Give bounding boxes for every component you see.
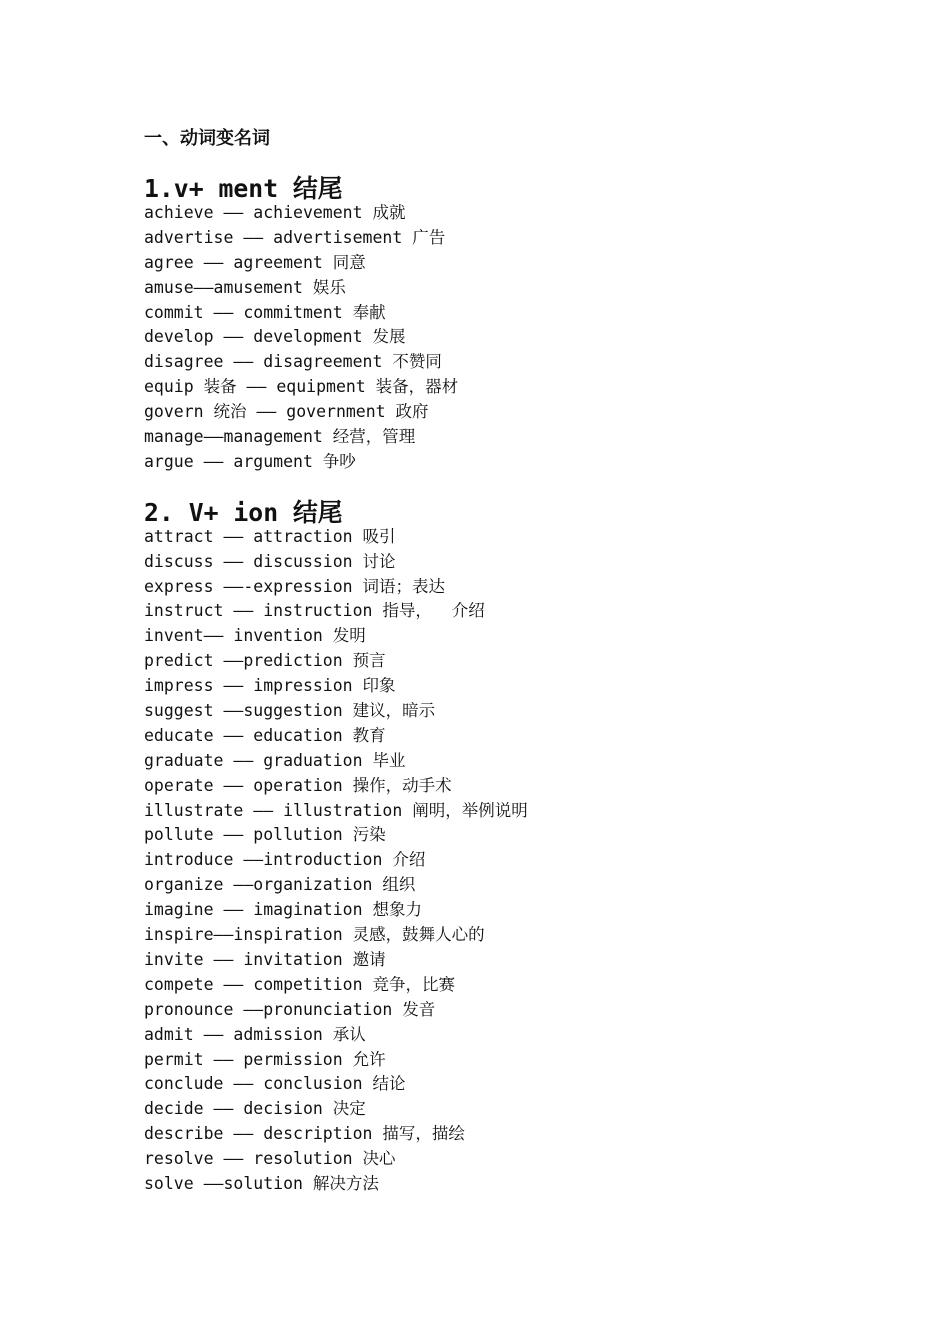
word-entry: achieve —— achievement 成就: [144, 203, 406, 222]
word-list: [144, 201, 904, 475]
word-entry: pronounce ——pronunciation 发音: [144, 999, 436, 1019]
word-entry: describe —— description 描写，描绘: [144, 1124, 465, 1144]
blank-line: [144, 475, 904, 500]
section-title: 1.v+ ment 结尾: [144, 174, 343, 203]
word-entry: instruct —— instruction 指导， 介绍: [144, 601, 485, 621]
word-entry: conclude —— conclusion 结论: [144, 1074, 406, 1094]
word-entry: manage——management 经营，管理: [144, 427, 416, 447]
word-entry: pollute —— pollution 污染: [144, 825, 386, 845]
word-entry: argue —— argument 争吵: [144, 451, 356, 471]
word-entry: commit —— commitment 奉献: [144, 302, 386, 322]
blank-line: [144, 151, 904, 176]
word-entry: illustrate —— illustration 阐明，举例说明: [144, 800, 528, 820]
word-entry: impress —— impression 印象: [144, 676, 396, 696]
word-entry: resolve —— resolution 决心: [144, 1149, 396, 1169]
word-entry: compete —— competition 竞争，比赛: [144, 974, 455, 994]
word-entry: suggest ——suggestion 建议，暗示: [144, 701, 436, 721]
section-ion: [144, 497, 904, 1197]
word-entry: introduce ——introduction 介绍: [144, 850, 426, 870]
document-page: [144, 126, 904, 1197]
word-entry: invite —— invitation 邀请: [144, 949, 386, 969]
word-entry: solve ——solution 解决方法: [144, 1173, 379, 1193]
word-entry: predict ——prediction 预言: [144, 651, 386, 671]
word-entry: decide —— decision 决定: [144, 1099, 366, 1119]
word-entry: discuss —— discussion 讨论: [144, 551, 396, 571]
page-heading: 一、动词变名词: [144, 128, 270, 149]
word-entry: admit —— admission 承认: [144, 1024, 366, 1044]
word-entry: express ——-expression 词语；表达: [144, 576, 446, 596]
word-entry: educate —— education 教育: [144, 725, 386, 745]
word-entry: advertise —— advertisement 广告: [144, 227, 446, 247]
word-entry: develop —— development 发展: [144, 327, 406, 347]
word-entry: amuse——amusement 娱乐: [144, 277, 346, 297]
word-entry: equip 装备 —— equipment 装备，器材: [144, 377, 459, 397]
word-entry: agree —— agreement 同意: [144, 252, 366, 272]
word-entry: disagree —— disagreement 不赞同: [144, 352, 442, 372]
section-ment: [144, 176, 904, 475]
word-entry: organize ——organization 组织: [144, 875, 416, 895]
word-entry: invent—— invention 发明: [144, 626, 366, 646]
word-entry: govern 统治 —— government 政府: [144, 402, 429, 422]
word-entry: operate —— operation 操作，动手术: [144, 775, 452, 795]
word-entry: attract —— attraction 吸引: [144, 526, 396, 546]
word-entry: inspire——inspiration 灵感，鼓舞人心的: [144, 925, 485, 945]
word-entry: imagine —— imagination 想象力: [144, 900, 422, 920]
section-title: 2. V+ ion 结尾: [144, 497, 343, 527]
word-list: [144, 525, 904, 1197]
word-entry: permit —— permission 允许: [144, 1049, 386, 1069]
word-entry: graduate —— graduation 毕业: [144, 750, 406, 770]
